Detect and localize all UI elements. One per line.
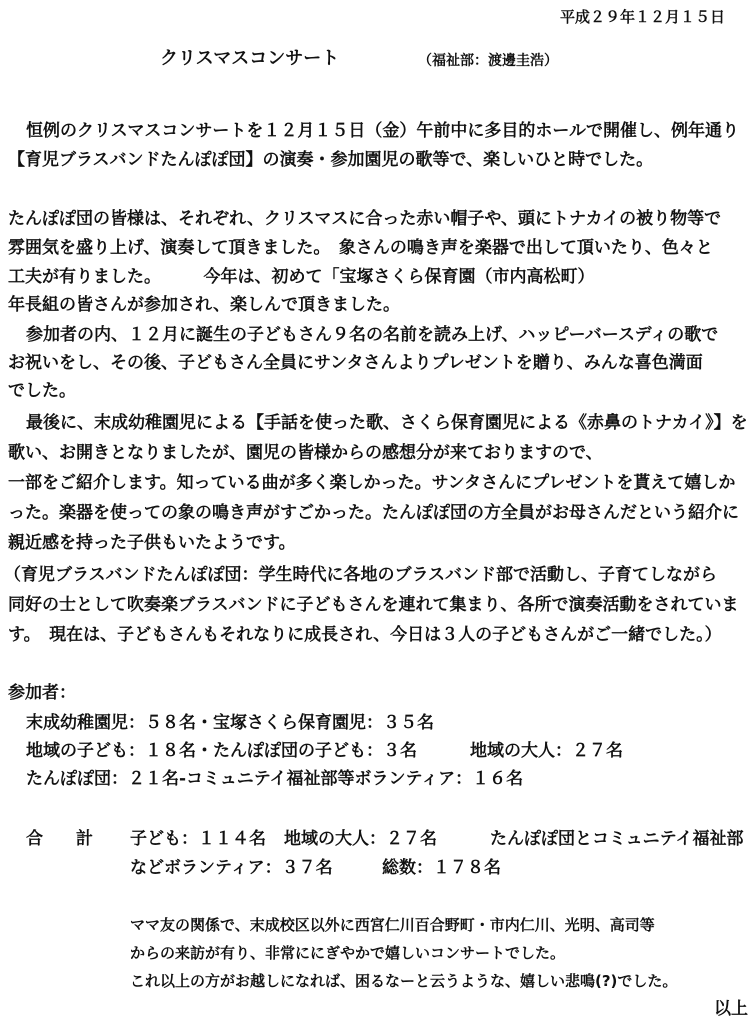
document-title: クリスマスコンサート — [160, 48, 340, 69]
participants-heading: 参加者： — [8, 683, 76, 703]
text-line: った。楽器を使っての象の鳴き声がすごかった。たんぽぽ団の方全員がお母さんだという紹介に — [8, 503, 739, 523]
text-line: 雰囲気を盛り上げ、演奏して頂きました。 象さんの鳴き声を楽器で出して頂いたり、色々と — [8, 238, 713, 258]
text-line: 【育児ブラスバンドたんぽぽ団】の演奏・参加園児の歌等で、楽しいひと時でした。 — [8, 150, 654, 170]
closing-line: これ以上の方がお越しになれば、困るなーと云うような、嬉しい悲鳴(?)でした。 — [130, 972, 678, 990]
text-line: 参加者の内、１２月に誕生の子どもさん９名の名前を読み上げ、ハッピーバースディの歌で — [26, 325, 719, 345]
total-children: 子ども：１１４名 — [130, 829, 266, 849]
document-date: 平成２９年１２月１５日 — [560, 8, 726, 26]
text-line: 工夫が有りました。 今年は、初めて「宝塚さくら保育園（市内高松町） — [8, 267, 595, 287]
closing-line: からの来訪が有り、非常ににぎやかで嬉しいコンサートでした。 — [130, 944, 566, 962]
total-volunteers: などボランティア：３７名 — [130, 858, 333, 878]
text-line: お祝いをし、その後、子どもさん全員にサンタさんよりプレゼントを贈り、みんな喜色満面 — [8, 353, 703, 373]
text-line: す。 現在は、子どもさんもそれなりに成長され、今日は３人の子どもさんがご一緒でした。） — [8, 625, 722, 645]
total-tanpopo-community: たんぽぽ団とコミュニテイ福祉部 — [490, 829, 744, 849]
participants-row: 地域の子ども：１８名・たんぽぽ団の子ども：３名 — [26, 741, 417, 761]
text-line: 親近感を持った子供もいたようです。 — [8, 533, 296, 553]
total-overall: 総数：１７８名 — [382, 858, 501, 878]
participants-row: たんぽぽ団：２１名-コミュニテイ福祉部等ボランティア：１６名 — [26, 769, 524, 789]
participants-local-adults: 地域の大人：２７名 — [470, 741, 623, 761]
total-label-right: 計 — [76, 829, 93, 849]
text-line: 一部をご紹介します。知っている曲が多く楽しかった。サンタさんにプレゼントを貰えて嬉しか — [8, 473, 736, 493]
total-label-left: 合 — [26, 829, 43, 849]
text-line: 恒例のクリスマスコンサートを１２月１５日（金）午前中に多目的ホールで開催し、例年通り — [26, 121, 739, 141]
text-line: 同好の士として吹奏楽ブラスバンドに子どもさんを連れて集まり、各所で演奏活動をされていま — [8, 595, 739, 615]
text-line: 歌い、お開きとなりましたが、園児の皆様からの感想分が来ておりますので、 — [8, 443, 603, 463]
participants-row: 末成幼稚園児：５８名・宝塚さくら保育園児：３５名 — [26, 713, 434, 733]
text-line: （育児ブラスバンドたんぽぽ団：学生時代に各地のブラスバンド部で活動し、子育てしながら — [4, 565, 717, 585]
text-line: 年長組の皆さんが参加され、楽しんで頂きました。 — [8, 295, 401, 315]
document-author: （福祉部：渡邊圭浩） — [418, 53, 558, 69]
text-line: 最後に、末成幼稚園児による【手話を使った歌、さくら保育園児による《赤鼻のトナカイ》】を — [26, 413, 748, 433]
closing-line: ママ友の関係で、末成校区以外に西宮仁川百合野町・市内仁川、光明、高司等 — [130, 916, 655, 934]
total-local-adults: 地域の大人：２７名 — [284, 829, 437, 849]
text-line: たんぽぽ団の皆様は、それぞれ、クリスマスに合った赤い帽子や、頭にトナカイの被り物等で — [8, 209, 722, 229]
text-line: でした。 — [8, 381, 76, 401]
end-mark: 以上 — [714, 999, 748, 1019]
